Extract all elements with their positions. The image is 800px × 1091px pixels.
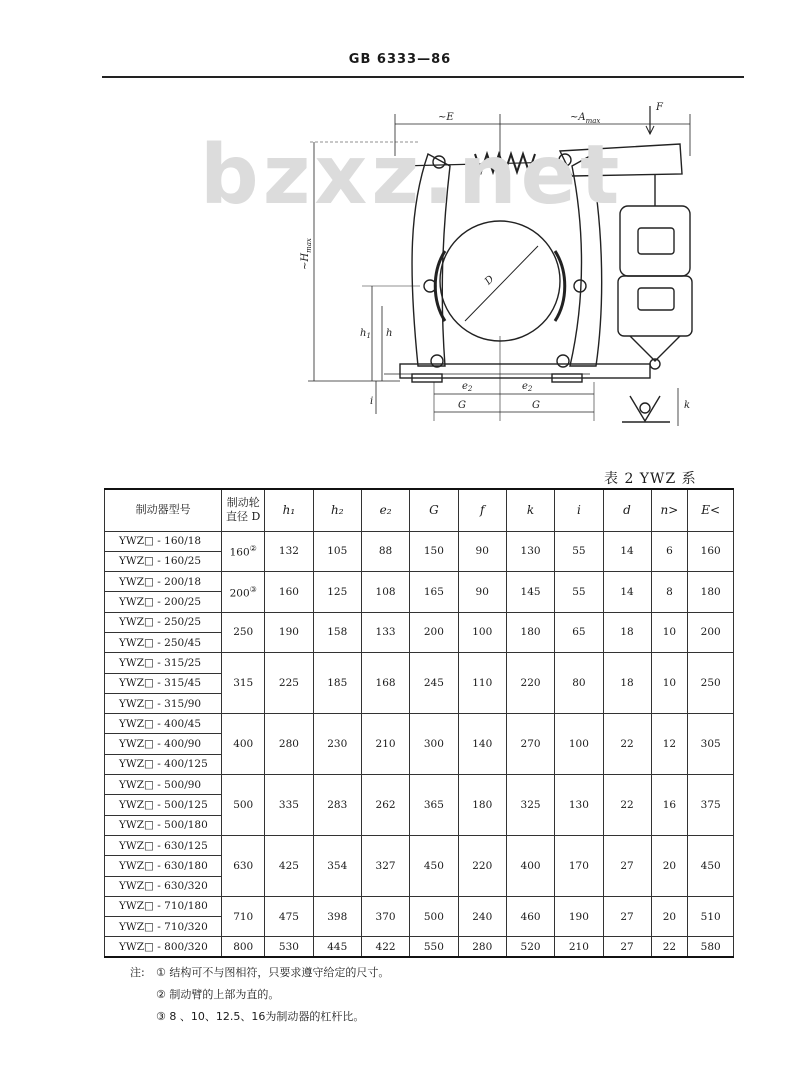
cell-model: YWZ□ - 710/180 — [105, 896, 222, 916]
cell-i: 55 — [555, 531, 603, 572]
dim-e2-right: $e_2$ — [522, 381, 533, 393]
table-row — [105, 531, 734, 551]
cell-E: 510 — [688, 896, 734, 937]
cell-h1: 132 — [265, 531, 313, 572]
table-row — [105, 775, 734, 795]
table-row — [105, 612, 734, 632]
dim-e2-left: $e_2$ — [462, 381, 473, 393]
cell-e2: 133 — [361, 612, 409, 653]
cell-h1: 160 — [265, 572, 313, 613]
dim-h: h — [386, 328, 393, 339]
cell-i: 210 — [555, 937, 603, 957]
cell-h2: 354 — [313, 835, 361, 896]
cell-model: YWZ□ - 710/320 — [105, 917, 222, 937]
cell-E: 180 — [688, 572, 734, 613]
force-F: F — [656, 102, 663, 113]
cell-D: 500 — [222, 775, 265, 836]
note-3: ③ 8 、10、12.5、16为制动器的杠杆比。 — [156, 1010, 365, 1023]
cell-model: YWZ□ - 250/45 — [105, 632, 222, 652]
dim-k: k — [684, 400, 691, 411]
hdr-h1: h₁ — [265, 489, 313, 531]
cell-d: 14 — [603, 572, 651, 613]
cell-model: YWZ□ - 630/320 — [105, 876, 222, 896]
cell-n: 12 — [651, 714, 688, 775]
table-row — [105, 653, 734, 673]
cell-h1: 225 — [265, 653, 313, 714]
cell-n: 8 — [651, 572, 688, 613]
cell-model: YWZ□ - 630/180 — [105, 856, 222, 876]
dim-Amax: $\sim A_{max}$ — [570, 112, 601, 125]
cell-i: 80 — [555, 653, 603, 714]
cell-model: YWZ□ - 500/180 — [105, 815, 222, 835]
dim-D: D — [482, 273, 497, 288]
cell-E: 250 — [688, 653, 734, 714]
cell-i: 65 — [555, 612, 603, 653]
cell-f: 100 — [458, 612, 506, 653]
cell-E: 160 — [688, 531, 734, 572]
cell-f: 240 — [458, 896, 506, 937]
cell-h1: 425 — [265, 835, 313, 896]
cell-n: 10 — [651, 612, 688, 653]
hdr-e2: e₂ — [361, 489, 409, 531]
cell-h2: 445 — [313, 937, 361, 957]
cell-D: 160② — [222, 531, 265, 572]
cell-d: 27 — [603, 835, 651, 896]
cell-G: 245 — [410, 653, 458, 714]
cell-E: 580 — [688, 937, 734, 957]
dim-i: i — [370, 396, 374, 407]
dim-G-left: G — [458, 400, 466, 411]
cell-h1: 335 — [265, 775, 313, 836]
cell-G: 450 — [410, 835, 458, 896]
cell-e2: 370 — [361, 896, 409, 937]
notes — [130, 962, 389, 1028]
cell-h2: 158 — [313, 612, 361, 653]
cell-G: 300 — [410, 714, 458, 775]
hdr-n: n> — [651, 489, 688, 531]
cell-model: YWZ□ - 250/25 — [105, 612, 222, 632]
cell-D: 250 — [222, 612, 265, 653]
table-row — [105, 714, 734, 734]
cell-d: 22 — [603, 775, 651, 836]
cell-h1: 280 — [265, 714, 313, 775]
hdr-G: G — [410, 489, 458, 531]
cell-e2: 88 — [361, 531, 409, 572]
footnote-mark: ③ — [249, 584, 257, 594]
cell-G: 500 — [410, 896, 458, 937]
notes-lead: 注: — [130, 966, 145, 979]
note-2: ② 制动臂的上部为直的。 — [156, 988, 280, 1001]
cell-f: 180 — [458, 775, 506, 836]
cell-G: 365 — [410, 775, 458, 836]
cell-model: YWZ□ - 315/25 — [105, 653, 222, 673]
hdr-i: i — [555, 489, 603, 531]
cell-h2: 185 — [313, 653, 361, 714]
cell-k: 325 — [506, 775, 554, 836]
cell-D: 630 — [222, 835, 265, 896]
cell-k: 145 — [506, 572, 554, 613]
hdr-diameter: 制动轮 直径 D — [222, 489, 265, 531]
dim-h1: $h_1$ — [360, 328, 371, 340]
cell-f: 280 — [458, 937, 506, 957]
watermark: bzxz.net — [200, 128, 624, 223]
cell-h1: 190 — [265, 612, 313, 653]
cell-d: 27 — [603, 896, 651, 937]
cell-h2: 125 — [313, 572, 361, 613]
hdr-f: f — [458, 489, 506, 531]
cell-e2: 210 — [361, 714, 409, 775]
cell-k: 180 — [506, 612, 554, 653]
footnote-mark: ② — [249, 544, 257, 554]
cell-i: 55 — [555, 572, 603, 613]
cell-d: 27 — [603, 937, 651, 957]
table-title: 表 2 YWZ 系 — [604, 471, 697, 487]
dim-Hmax: $\sim H_{max}$ — [300, 238, 313, 270]
cell-G: 200 — [410, 612, 458, 653]
cell-f: 90 — [458, 572, 506, 613]
cell-model: YWZ□ - 500/90 — [105, 775, 222, 795]
cell-d: 18 — [603, 612, 651, 653]
cell-f: 110 — [458, 653, 506, 714]
dim-E: ~E — [438, 112, 454, 123]
hdr-d: d — [603, 489, 651, 531]
note-1: 注: ① 结构可不与图相符，只要求遵守给定的尺寸。 — [130, 962, 389, 984]
cell-D: 710 — [222, 896, 265, 937]
cell-E: 305 — [688, 714, 734, 775]
cell-e2: 108 — [361, 572, 409, 613]
cell-e2: 168 — [361, 653, 409, 714]
cell-model: YWZ□ - 160/25 — [105, 551, 222, 571]
cell-model: YWZ□ - 500/125 — [105, 795, 222, 815]
cell-model: YWZ□ - 400/90 — [105, 734, 222, 754]
cell-f: 90 — [458, 531, 506, 572]
ywz-spec-table — [104, 488, 734, 958]
cell-D: 800 — [222, 937, 265, 957]
cell-i: 100 — [555, 714, 603, 775]
cell-model: YWZ□ - 315/90 — [105, 693, 222, 713]
cell-d: 18 — [603, 653, 651, 714]
cell-e2: 262 — [361, 775, 409, 836]
cell-D: 315 — [222, 653, 265, 714]
cell-D: 200③ — [222, 572, 265, 613]
cell-d: 22 — [603, 714, 651, 775]
cell-h1: 475 — [265, 896, 313, 937]
table-row — [105, 937, 734, 957]
cell-f: 140 — [458, 714, 506, 775]
cell-E: 450 — [688, 835, 734, 896]
cell-e2: 422 — [361, 937, 409, 957]
cell-n: 20 — [651, 896, 688, 937]
cell-model: YWZ□ - 160/18 — [105, 531, 222, 551]
cell-n: 22 — [651, 937, 688, 957]
cell-G: 165 — [410, 572, 458, 613]
table-header-row — [105, 489, 734, 531]
cell-model: YWZ□ - 315/45 — [105, 673, 222, 693]
table-row — [105, 896, 734, 916]
cell-h2: 283 — [313, 775, 361, 836]
table-body — [105, 531, 734, 957]
page-header: GB 6333—86 — [348, 52, 452, 67]
cell-h2: 230 — [313, 714, 361, 775]
hdr-E: E< — [688, 489, 734, 531]
cell-model: YWZ□ - 200/25 — [105, 592, 222, 612]
hdr-model: 制动器型号 — [105, 489, 222, 531]
cell-i: 170 — [555, 835, 603, 896]
cell-i: 130 — [555, 775, 603, 836]
cell-h2: 398 — [313, 896, 361, 937]
cell-k: 270 — [506, 714, 554, 775]
cell-E: 375 — [688, 775, 734, 836]
cell-n: 16 — [651, 775, 688, 836]
cell-G: 550 — [410, 937, 458, 957]
cell-i: 190 — [555, 896, 603, 937]
cell-model: YWZ□ - 400/125 — [105, 754, 222, 774]
cell-d: 14 — [603, 531, 651, 572]
cell-E: 200 — [688, 612, 734, 653]
cell-n: 20 — [651, 835, 688, 896]
cell-k: 220 — [506, 653, 554, 714]
cell-k: 400 — [506, 835, 554, 896]
table-row — [105, 835, 734, 855]
cell-model: YWZ□ - 630/125 — [105, 835, 222, 855]
cell-k: 130 — [506, 531, 554, 572]
cell-k: 460 — [506, 896, 554, 937]
hdr-k: k — [506, 489, 554, 531]
cell-D: 400 — [222, 714, 265, 775]
cell-e2: 327 — [361, 835, 409, 896]
cell-f: 220 — [458, 835, 506, 896]
cell-model: YWZ□ - 400/45 — [105, 714, 222, 734]
dim-G-right: G — [532, 400, 540, 411]
header-rule — [102, 76, 744, 78]
cell-G: 150 — [410, 531, 458, 572]
table-row — [105, 572, 734, 592]
cell-model: YWZ□ - 200/18 — [105, 572, 222, 592]
cell-n: 6 — [651, 531, 688, 572]
cell-h1: 530 — [265, 937, 313, 957]
cell-k: 520 — [506, 937, 554, 957]
cell-model: YWZ□ - 800/320 — [105, 937, 222, 957]
cell-h2: 105 — [313, 531, 361, 572]
hdr-h2: h₂ — [313, 489, 361, 531]
cell-n: 10 — [651, 653, 688, 714]
